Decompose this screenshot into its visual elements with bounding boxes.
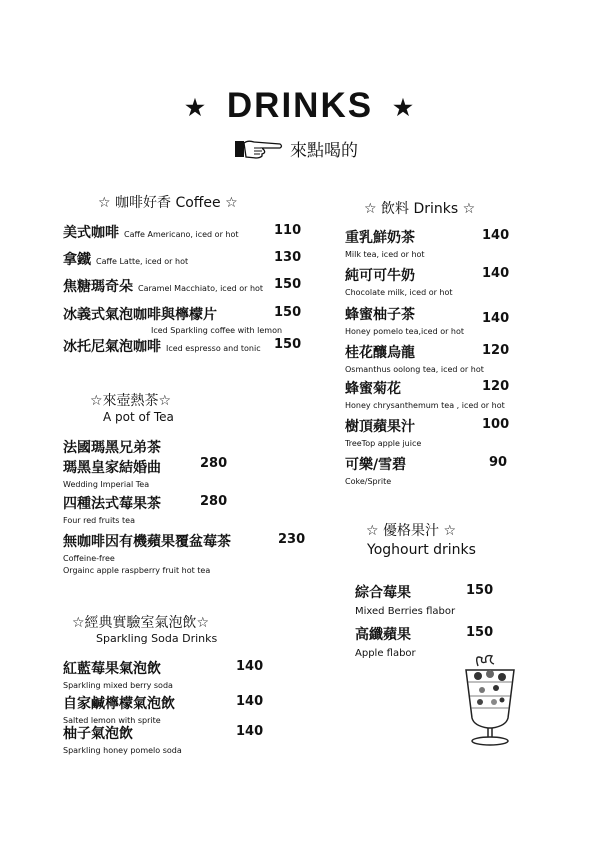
item-desc: Salted lemon with sprite — [63, 716, 161, 725]
item-desc: Four red fruits tea — [63, 516, 135, 525]
coffee-item — [63, 249, 188, 269]
item-price: 150 — [466, 583, 494, 598]
drinks-item — [345, 378, 505, 410]
item-desc: Chocolate milk, iced or hot — [345, 288, 453, 297]
item-price: 130 — [274, 250, 302, 265]
drinks-item — [345, 227, 425, 259]
yoghurt-item — [355, 624, 416, 659]
tea-heading: ☆來壺熱茶☆ — [90, 393, 172, 409]
item-price: 90 — [489, 455, 508, 470]
drinks-item — [345, 342, 484, 374]
soda-heading: ☆經典實驗室氣泡飲☆ — [72, 615, 210, 631]
item-price: 150 — [466, 625, 494, 640]
item-price: 150 — [274, 337, 302, 352]
item-price: 140 — [236, 659, 264, 674]
item-name: 重乳鮮奶茶 — [345, 230, 415, 246]
tea-item — [63, 437, 161, 489]
item-desc-line2: Orgainc apple raspberry fruit hot tea — [63, 566, 211, 575]
item-name: 樹頂蘋果汁 — [345, 419, 415, 435]
item-name: 法國瑪黑兄弟茶 — [63, 440, 161, 456]
drinks-heading: ☆ 飲料 Drinks ☆ — [364, 201, 476, 217]
item-name: 高纖蘋果 — [355, 627, 411, 643]
item-desc: Milk tea, iced or hot — [345, 250, 425, 259]
coffee-item — [63, 222, 239, 242]
item-price: 150 — [274, 277, 302, 292]
item-price: 280 — [200, 456, 228, 471]
pointing-hand-icon — [234, 138, 284, 160]
item-price: 110 — [274, 223, 302, 238]
item-name: 柚子氣泡飲 — [63, 726, 133, 742]
subtitle-text: 來點喝的 — [290, 141, 358, 161]
yoghurt-heading: ☆ 優格果汁 ☆ — [366, 523, 457, 539]
menu-title — [0, 86, 600, 126]
subtitle — [234, 136, 358, 161]
item-price: 120 — [482, 343, 510, 358]
soda-item — [63, 693, 175, 725]
item-name: 蜂蜜菊花 — [345, 381, 401, 397]
item-desc: Caramel Macchiato, iced or hot — [138, 284, 264, 293]
item-name: 焦糖瑪奇朵 — [63, 279, 133, 295]
item-desc: Caffe Latte, iced or hot — [96, 257, 189, 266]
item-price: 280 — [200, 494, 228, 509]
yoghurt-item — [355, 582, 455, 617]
coffee-item — [63, 336, 261, 356]
item-name: 無咖啡因有機蘋果覆盆莓茶 — [63, 534, 231, 550]
star-right: ★ — [393, 94, 415, 120]
item-name: 自家鹹檸檬氣泡飲 — [63, 696, 175, 712]
item-desc: Caffe Americano, iced or hot — [124, 230, 239, 239]
item-price: 140 — [236, 694, 264, 709]
tea-subheading: A pot of Tea — [103, 410, 174, 424]
item-price: 230 — [278, 532, 306, 547]
soda-subheading: Sparkling Soda Drinks — [96, 632, 218, 645]
drinks-item — [345, 416, 421, 448]
item-price: 100 — [482, 417, 510, 432]
coffee-heading: ☆ 咖啡好香 Coffee ☆ — [98, 195, 238, 211]
item-price: 140 — [236, 724, 264, 739]
item-name: 四種法式莓果茶 — [63, 496, 161, 512]
item-name: 拿鐵 — [63, 252, 91, 268]
item-desc: Honey chrysanthemum tea , iced or hot — [345, 401, 505, 410]
item-desc: Mixed Berries flabor — [355, 606, 456, 617]
item-name-line2: 瑪黑皇家結婚曲 — [63, 460, 161, 476]
item-desc: TreeTop apple juice — [345, 439, 422, 448]
item-price: 120 — [482, 379, 510, 394]
coffee-item — [63, 276, 263, 296]
item-desc: Osmanthus oolong tea, iced or hot — [345, 365, 484, 374]
soda-item — [63, 658, 173, 690]
tea-item — [63, 493, 161, 525]
yoghurt-subheading: Yoghourt drinks — [367, 542, 476, 558]
item-desc: Coke/Sprite — [345, 477, 392, 486]
item-desc: Iced espresso and tonic — [166, 344, 261, 353]
item-desc: Honey pomelo tea,iced or hot — [345, 327, 465, 336]
item-price: 140 — [482, 311, 510, 326]
item-desc: Apple flabor — [355, 648, 416, 659]
item-name: 紅藍莓果氣泡飲 — [63, 661, 161, 677]
item-name: 美式咖啡 — [63, 225, 119, 241]
item-name: 冰托尼氣泡咖啡 — [63, 339, 161, 355]
item-price: 150 — [274, 305, 302, 320]
tea-item — [63, 531, 231, 575]
item-name: 蜂蜜柚子茶 — [345, 307, 415, 323]
parfait-glass-illustration — [458, 652, 522, 748]
drinks-item — [345, 265, 453, 297]
soda-item — [63, 723, 182, 755]
item-name: 綜合莓果 — [355, 585, 411, 601]
star-left: ★ — [185, 94, 207, 120]
drinks-item — [345, 304, 464, 336]
title-text: DRINKS — [226, 86, 374, 125]
item-desc: Wedding Imperial Tea — [63, 480, 150, 489]
item-desc: Iced Sparkling coffee with lemon — [151, 326, 283, 335]
item-desc: Sparkling honey pomelo soda — [63, 746, 182, 755]
item-price: 140 — [482, 228, 510, 243]
item-name: 冰義式氣泡咖啡與檸檬片 — [63, 307, 217, 323]
drinks-item — [345, 454, 406, 486]
coffee-item — [63, 304, 282, 335]
item-desc: Coffeine-free — [63, 554, 115, 563]
item-desc: Sparkling mixed berry soda — [63, 681, 173, 690]
item-price: 140 — [482, 266, 510, 281]
item-name: 純可可牛奶 — [345, 268, 415, 284]
item-name: 桂花釀烏龍 — [345, 345, 415, 361]
item-name: 可樂/雪碧 — [345, 457, 407, 473]
